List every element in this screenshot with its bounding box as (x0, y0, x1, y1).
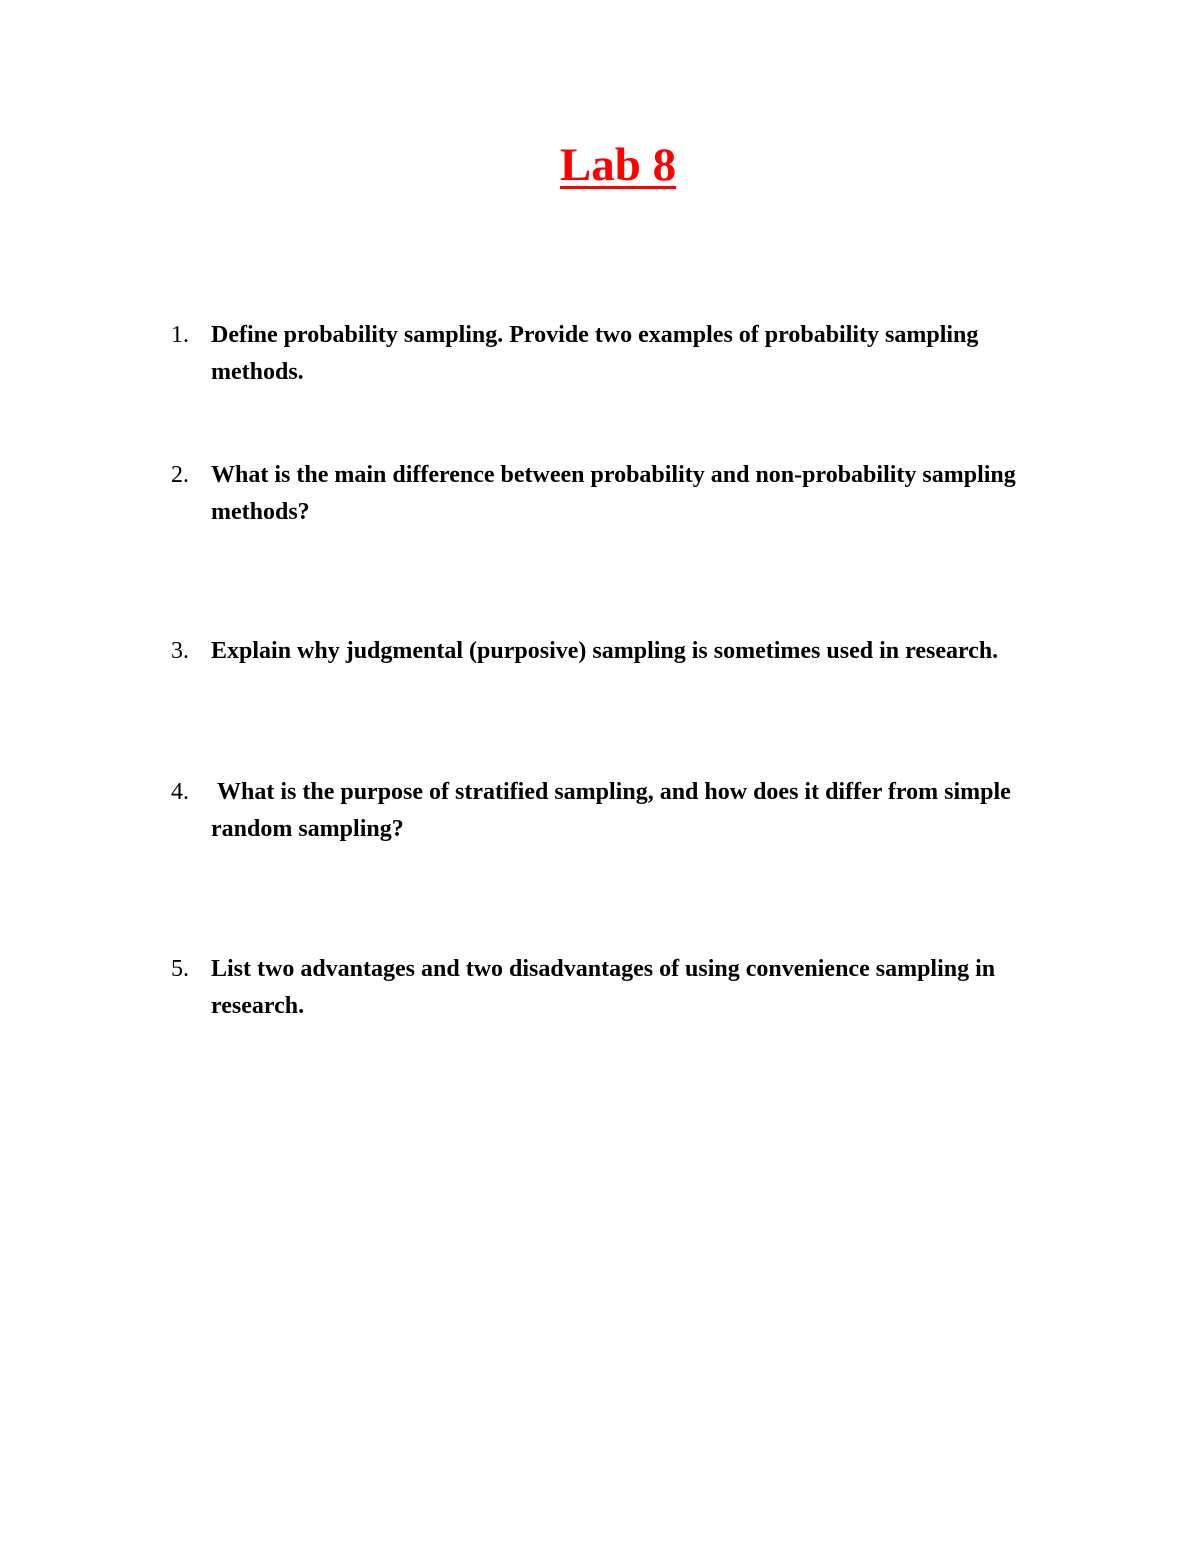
question-number: 4. (171, 779, 189, 805)
question-number: 2. (171, 462, 189, 488)
question-item-4 (171, 774, 1071, 848)
question-text: Define probability sampling. Provide two examples of probability sampling methods. (211, 322, 979, 385)
question-text: Explain why judgmental (purposive) sampling is sometimes used in research. (211, 638, 999, 664)
question-item-5 (171, 951, 1071, 1025)
question-item-1 (171, 317, 1071, 391)
question-text: List two advantages and two disadvantages of using convenience sampling in research. (211, 956, 996, 1019)
question-text: What is the purpose of stratified sampling, and how does it differ from simple random sampling? (211, 779, 1017, 842)
question-item-2 (171, 457, 1071, 531)
question-number: 3. (171, 638, 189, 664)
question-text: What is the main difference between probability and non-probability sampling methods? (211, 462, 1016, 525)
question-number: 1. (171, 322, 189, 348)
page-title: Lab 8 (559, 139, 677, 191)
question-number: 5. (171, 956, 189, 982)
question-item-3 (171, 633, 1071, 670)
